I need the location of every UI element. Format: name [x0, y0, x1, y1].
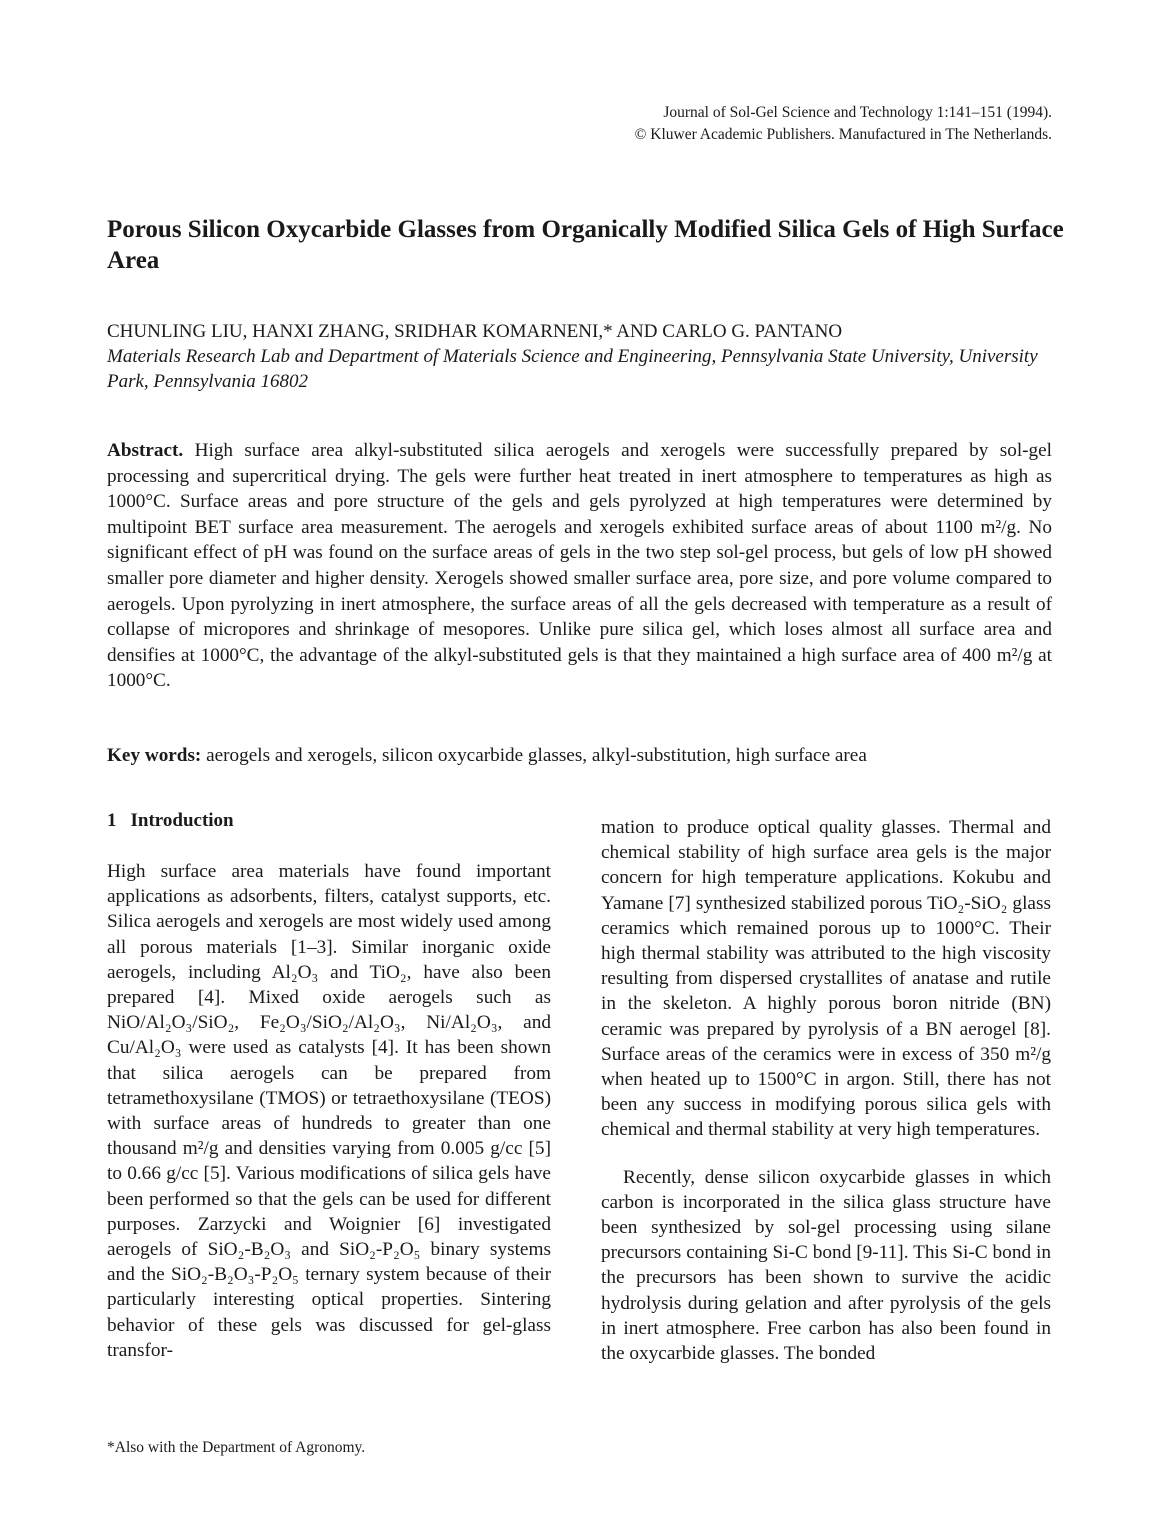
section-title: Introduction — [130, 810, 234, 831]
author-affiliation: Materials Research Lab and Department of Materials Science and Engineering, Pennsylvania State University, University Park, Pennsylvania 16802 — [107, 346, 1038, 392]
intro-paragraph-1: High surface area materials have found important applications as adsorbents, filters, catalyst supports, etc. Silica aerogels and xerogels are most widely used among all porous materials [1–3]. Similar inorganic oxide aerogels, including Al₂O₃ and TiO₂, have also been prepared [4]. Mixed oxide aerogels such as NiO/Al₂O₃/SiO₂, Fe₂O₃/SiO₂/Al₂O₃, Ni/Al₂O₃, and Cu/Al₂O₃ were used as catalysts [4]. It has been shown that silica aerogels can be prepared from tetramethoxysilane (TMOS) or tetraethoxysilane (TEOS) with surface areas of hundreds to greater than one thousand m²/g and densities varying from 0.005 g/cc [5] to 0.66 g/cc [5]. Various modifications of silica gels have been performed so that the gels can be used for different purposes. Zarzycki and Woignier [6] investigated aerogels of SiO₂-B₂O₃ and SiO₂-P₂O₅ binary systems and the SiO₂-B₂O₃-P₂O₅ ternary system because of their particularly interesting optical properties. Sintering behavior of these gels was discussed for gel-glass transfor- — [107, 861, 551, 1361]
section-number: 1 — [107, 810, 117, 831]
intro-paragraph-continued: mation to produce optical quality glasses. Thermal and chemical stability of high surface area gels is the major concern for high temperature applications. Kokubu and Yamane [7] synthesized stabilized porous TiO₂-SiO₂ glass ceramics which remained porous up to 1000°C. Their high thermal stability was attributed to the high viscosity resulting from dispersed crystallites of anatase and rutile in the skeleton. A highly porous boron nitride (BN) ceramic was prepared by pyrolysis of a BN aerogel [8]. Surface areas of the ceramics were in excess of 350 m²/g when heated up to 1500°C in argon. Still, there has not been any success in modifying porous silica gels with chemical and thermal stability at very high temperatures. — [601, 817, 1051, 1141]
journal-header — [635, 102, 1052, 146]
section-heading — [107, 809, 234, 833]
keywords-label: Key words: — [107, 745, 202, 766]
keywords — [107, 743, 1052, 769]
footnote: *Also with the Department of Agronomy. — [107, 1439, 366, 1456]
journal-citation: Journal of Sol-Gel Science and Technology 1:141–151 (1994). — [663, 104, 1052, 121]
abstract-label: Abstract. — [107, 440, 184, 461]
keywords-text: aerogels and xerogels, silicon oxycarbide glasses, alkyl-substitution, high surface area — [206, 745, 867, 766]
copyright-line: © Kluwer Academic Publishers. Manufactured in The Netherlands. — [634, 126, 1052, 143]
abstract-text: High surface area alkyl-substituted silica aerogels and xerogels were successfully prepared by sol-gel processing and supercritical drying. The gels were further heat treated in inert atmosphere to temperatures as high as 1000°C. Surface areas and pore structure of the gels and gels pyrolyzed at high temperatures were determined by multipoint BET surface area measurement. The aerogels and xerogels exhibited surface areas of about 1100 m²/g. No significant effect of pH was found on the surface areas of gels in the two step sol-gel process, but gels of low pH showed smaller pore diameter and higher density. Xerogels showed smaller surface area, pore size, and pore volume compared to aerogels. Upon pyrolyzing in inert atmosphere, the surface areas of all the gels decreased with temperature as a result of collapse of micropores and shrinkage of mesopores. Unlike pure silica gel, which loses almost all surface area and densifies at 1000°C, the advantage of the alkyl-substituted gels is that they maintained a high surface area of 400 m²/g at 1000°C. — [107, 440, 1052, 692]
paper-title: Porous Silicon Oxycarbide Glasses from Organically Modified Silica Gels of High Surface Area — [107, 216, 1064, 274]
intro-paragraph-2: Recently, dense silicon oxycarbide glasses in which carbon is incorporated in the silica glass structure have been synthesized by sol-gel processing using silane precursors containing Si-C bond [9-11]. This Si-C bond in the precursors has been shown to survive the acidic hydrolysis during gelation and after pyrolysis of the gels in inert atmosphere. Free carbon has also been found in the oxycarbide glasses. The bonded — [601, 1166, 1051, 1365]
left-column — [107, 859, 551, 1363]
right-column — [601, 815, 1051, 1366]
author-list: CHUNLING LIU, HANXI ZHANG, SRIDHAR KOMARNENI,* AND CARLO G. PANTANO — [107, 321, 843, 342]
abstract — [107, 438, 1052, 694]
